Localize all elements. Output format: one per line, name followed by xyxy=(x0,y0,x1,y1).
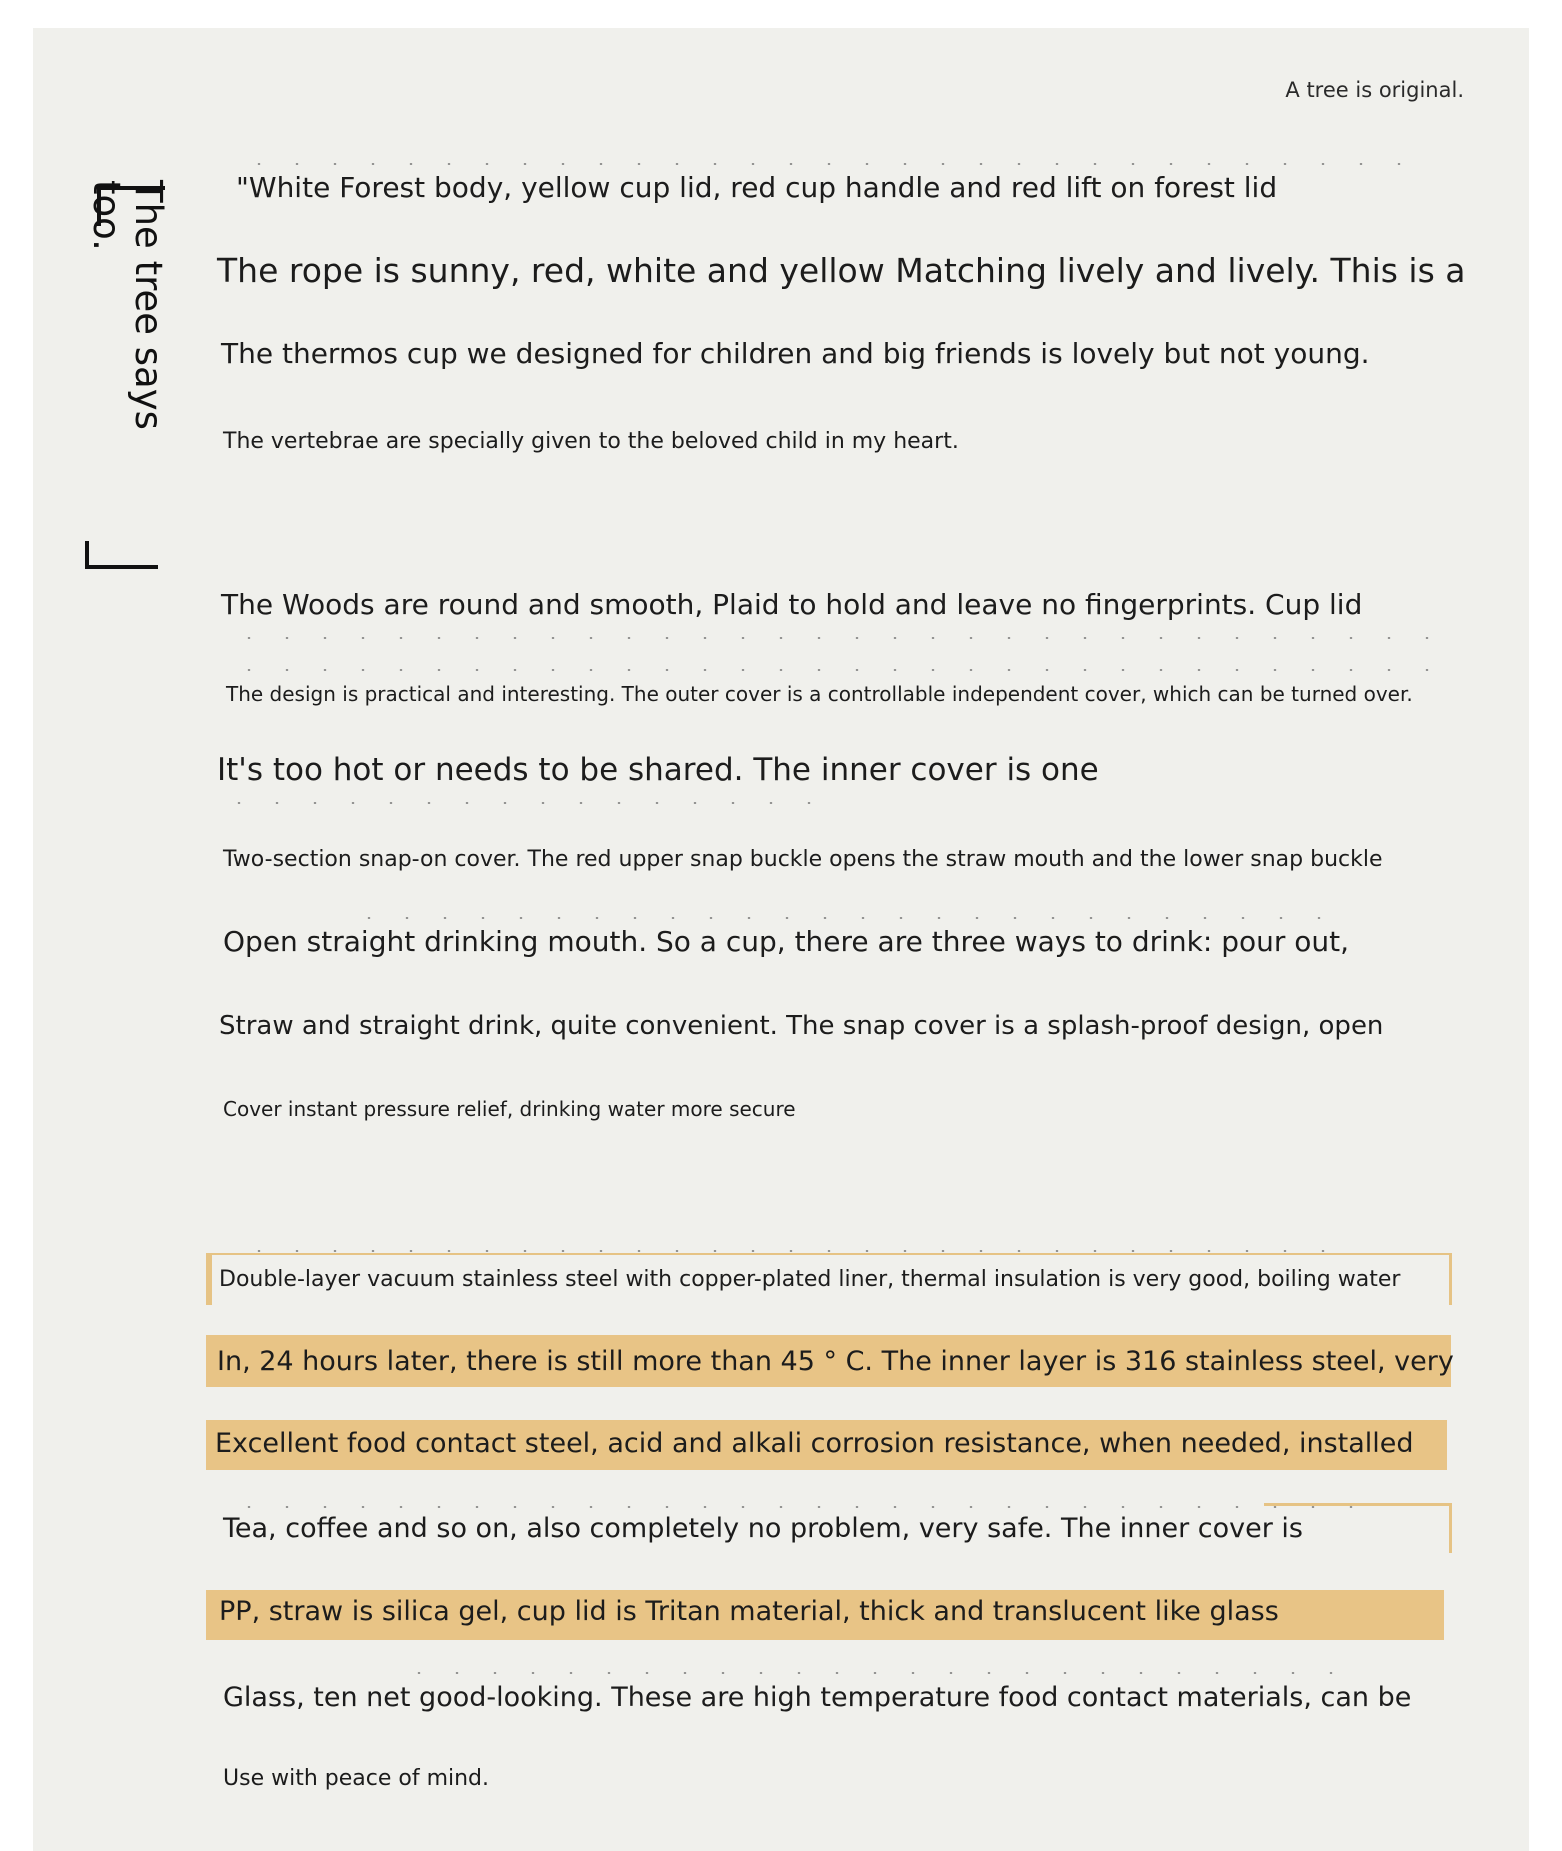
section2-line-4: Two-section snap-on cover. The red upper snap buckle opens the straw mouth and the lower snap buckle xyxy=(223,847,1383,872)
section3-line-4: Tea, coffee and so on, also completely no problem, very safe. The inner cover is xyxy=(223,1513,1303,1544)
section2-line-2: The design is practical and interesting. The outer cover is a controllable independent cover, which can be turned over. xyxy=(226,682,1413,706)
section2-line-5: Open straight drinking mouth. So a cup, there are three ways to drink: pour out, xyxy=(223,925,1350,958)
dotted-artifact xyxy=(220,802,820,804)
section3-line-2: In, 24 hours later, there is still more than 45 ° C. The inner layer is 316 stainless steel, very xyxy=(217,1346,1454,1377)
dotted-artifact xyxy=(230,669,1450,671)
corner-bracket-bottom xyxy=(85,541,158,569)
section2-line-7: Cover instant pressure relief, drinking water more secure xyxy=(223,1097,796,1121)
section3-line-6: Glass, ten net good-looking. These are high temperature food contact materials, can be xyxy=(223,1682,1412,1713)
section2-line-6: Straw and straight drink, quite convenient. The snap cover is a splash-proof design, open xyxy=(219,1011,1384,1041)
section3-line-1: Double-layer vacuum stainless steel with copper-plated liner, thermal insulation is very good, boiling water xyxy=(219,1267,1401,1292)
dotted-artifact xyxy=(240,1250,1340,1252)
dotted-artifact xyxy=(230,637,1450,639)
section2-line-3: It's too hot or needs to be shared. The inner cover is one xyxy=(217,752,1099,788)
section3-line-3: Excellent food contact steel, acid and alkali corrosion resistance, when needed, installed xyxy=(215,1428,1414,1459)
section1-line-3: The thermos cup we designed for children and big friends is lovely but not young. xyxy=(221,337,1370,370)
dotted-artifact xyxy=(400,1672,1350,1674)
tagline: A tree is original. xyxy=(1285,78,1464,102)
dotted-artifact xyxy=(240,163,1420,165)
section1-line-4: The vertebrae are specially given to the beloved child in my heart. xyxy=(223,429,959,454)
vertical-title: The tree says too. xyxy=(85,180,170,430)
section2-line-1: The Woods are round and smooth, Plaid to hold and leave no fingerprints. Cup lid xyxy=(221,588,1363,621)
section3-line-5: PP, straw is silica gel, cup lid is Tritan material, thick and translucent like glass xyxy=(219,1596,1279,1627)
dotted-artifact xyxy=(230,1506,1370,1508)
section1-line-1: "White Forest body, yellow cup lid, red cup handle and red lift on forest lid xyxy=(236,171,1278,204)
section1-line-2: The rope is sunny, red, white and yellow Matching lively and lively. This is a xyxy=(217,251,1466,290)
dotted-artifact xyxy=(350,917,1350,919)
section3-line-7: Use with peace of mind. xyxy=(223,1766,490,1791)
